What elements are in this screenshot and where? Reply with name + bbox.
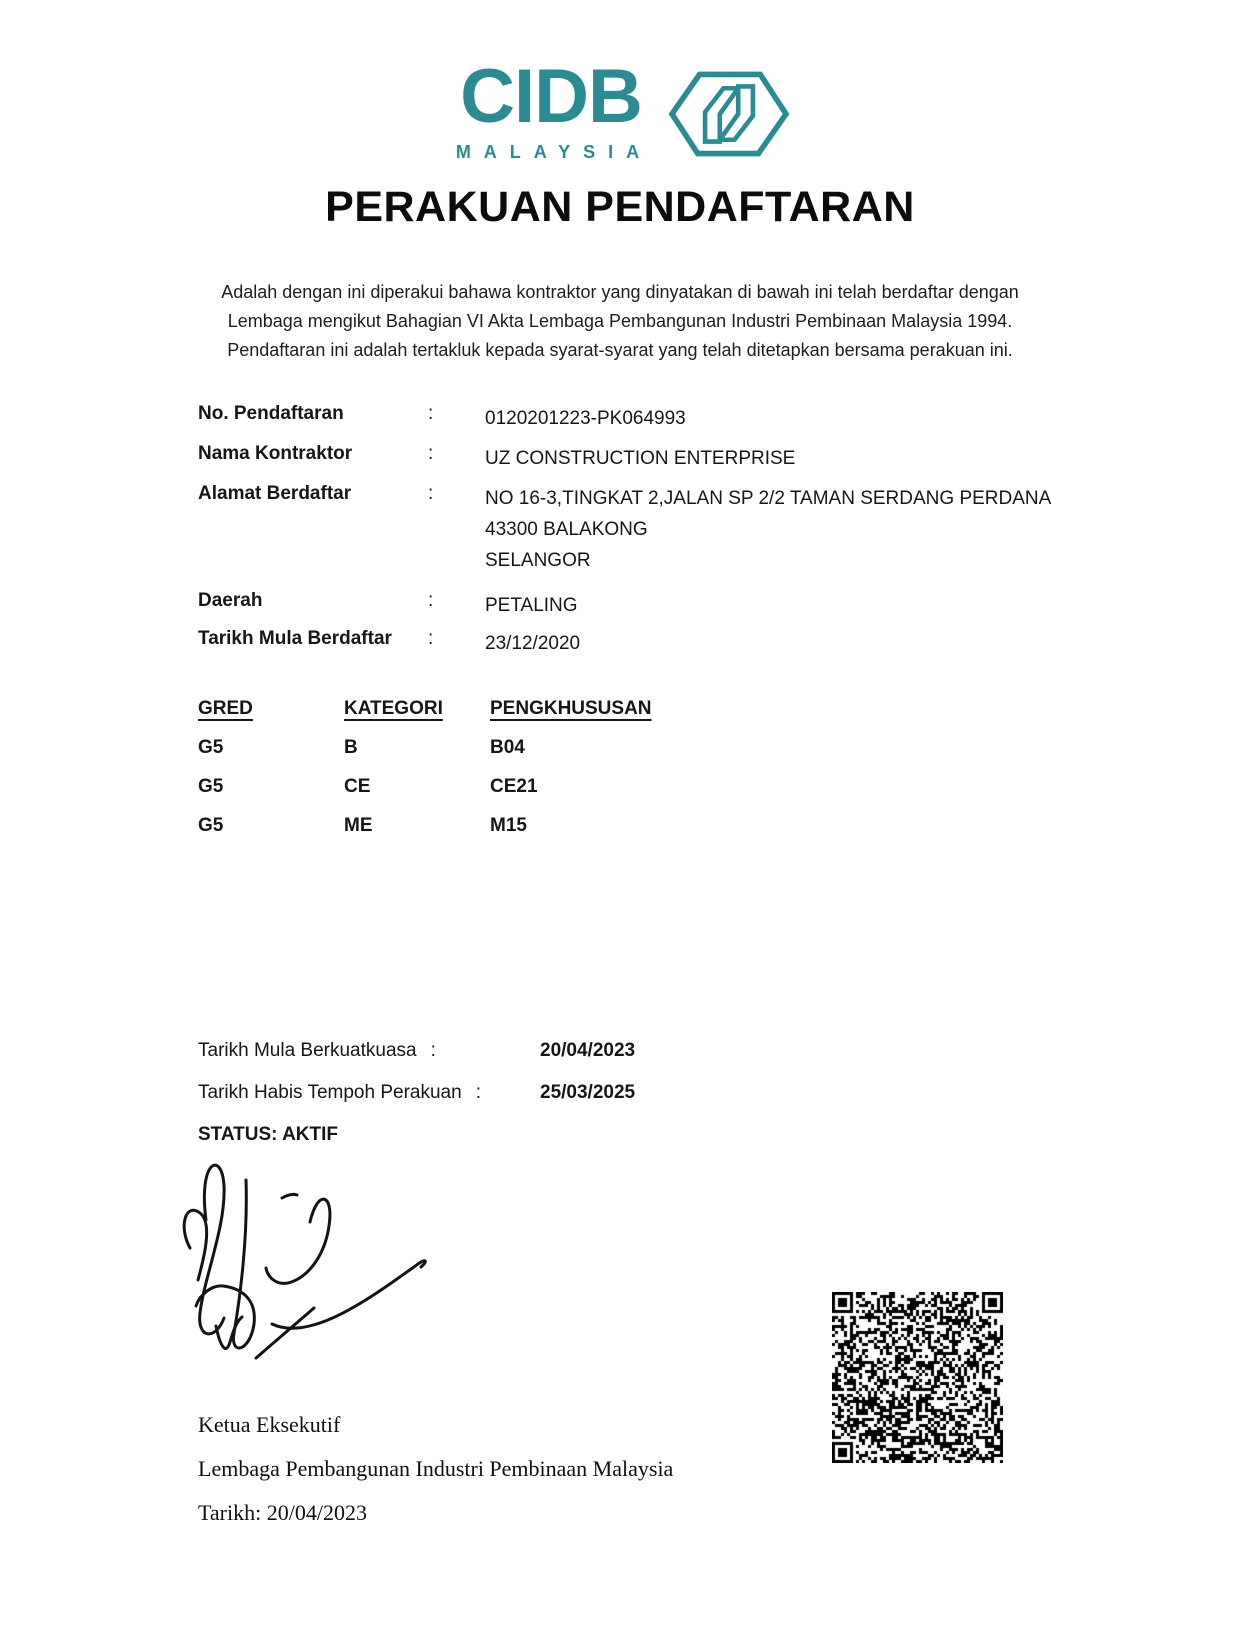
signatory-block: [198, 1412, 673, 1544]
field-value: PETALING: [485, 595, 578, 616]
intro-line: Pendaftaran ini adalah tertakluk kepada syarat-syarat yang telah ditetapkan bersama perakuan ini.: [227, 340, 1013, 360]
organization-name: Lembaga Pembangunan Industri Pembinaan Malaysia: [198, 1456, 674, 1481]
field-label: Nama Kontraktor: [198, 443, 353, 464]
validity-row-expiry: [198, 1082, 898, 1124]
field-label: Alamat Berdaftar: [198, 483, 352, 504]
field-value: 23/12/2020: [485, 633, 581, 654]
table-cell: M15: [490, 815, 527, 836]
field-label: Daerah: [198, 590, 263, 611]
table-cell: ME: [344, 815, 373, 836]
validity-colon: :: [475, 1082, 481, 1103]
grade-table: [198, 698, 830, 837]
field-value: [485, 483, 1051, 576]
table-cell: B04: [490, 737, 525, 758]
field-colon: :: [428, 590, 434, 611]
field-colon: :: [428, 403, 434, 424]
qr-code: [832, 1292, 1003, 1463]
column-header-pengkhususan: PENGKHUSUSAN: [490, 698, 652, 719]
page-title: PERAKUAN PENDAFTARAN: [325, 183, 915, 231]
address-line: 43300 BALAKONG: [485, 519, 648, 540]
address-line: SELANGOR: [485, 550, 591, 571]
cidb-logo: [0, 54, 1240, 163]
table-cell: G5: [198, 737, 224, 758]
table-cell: CE: [344, 776, 371, 797]
field-value: UZ CONSTRUCTION ENTERPRISE: [485, 448, 796, 469]
field-colon: :: [428, 483, 434, 504]
table-cell: G5: [198, 815, 224, 836]
status-badge: STATUS: AKTIF: [198, 1124, 339, 1145]
column-header-kategori: KATEGORI: [344, 698, 443, 719]
signer-title: Ketua Eksekutif: [198, 1412, 341, 1437]
field-label: No. Pendaftaran: [198, 403, 344, 424]
validity-colon: :: [430, 1040, 436, 1061]
cidb-brand-text: CIDB: [460, 54, 642, 139]
cidb-wordmark: [450, 54, 653, 163]
validity-value: 25/03/2025: [540, 1082, 636, 1103]
field-colon: :: [428, 628, 434, 649]
cidb-hexagon-icon: [668, 68, 790, 160]
cidb-country-text: MALAYSIA: [455, 142, 653, 162]
field-label: Tarikh Mula Berdaftar: [198, 628, 392, 649]
intro-line: Adalah dengan ini diperakui bahawa kontraktor yang dinyatakan di bawah ini telah berdaftar dengan: [221, 282, 1019, 302]
intro-line: Lembaga mengikut Bahagian VI Akta Lembaga Pembangunan Industri Pembinaan Malaysia 1994.: [227, 311, 1013, 331]
address-line: NO 16-3,TINGKAT 2,JALAN SP 2/2 TAMAN SERDANG PERDANA: [485, 488, 1052, 509]
issue-date: Tarikh: 20/04/2023: [198, 1500, 367, 1525]
validity-value: 20/04/2023: [540, 1040, 636, 1061]
validity-label: Tarikh Mula Berkuatkuasa: [198, 1040, 417, 1061]
signature-scribble: [176, 1128, 446, 1368]
table-cell: G5: [198, 776, 224, 797]
table-cell: CE21: [490, 776, 538, 797]
field-value: 0120201223-PK064993: [485, 408, 686, 429]
intro-paragraph: [0, 278, 1240, 365]
validity-label: Tarikh Habis Tempoh Perakuan: [198, 1082, 462, 1103]
field-colon: :: [428, 443, 434, 464]
validity-row-start: [198, 1040, 898, 1082]
column-header-gred: GRED: [198, 698, 253, 719]
table-cell: B: [344, 737, 358, 758]
